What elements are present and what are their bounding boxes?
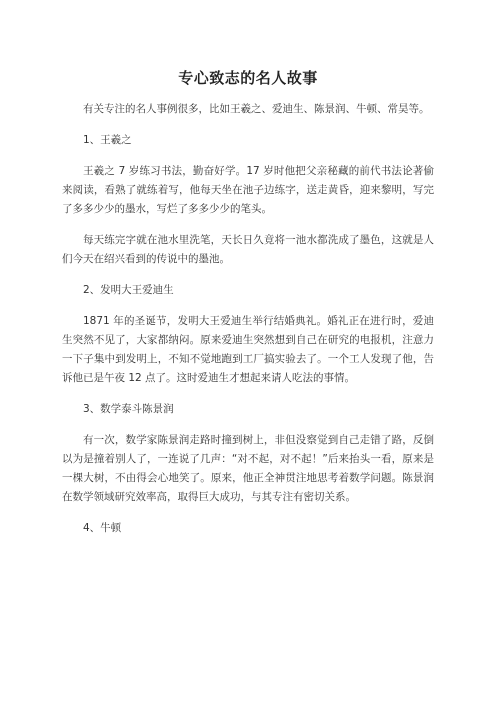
section-paragraph: 1871 年的圣诞节，发明大王爱迪生举行结婚典礼。婚礼正在进行时，爱迪生突然不见了，大家都纳闷。原来爱迪生突然想到自己在研究的电报机，注意力一下子集中到发明上，不知不觉地跑到工厂搞实验去了。一个工人发现了他，告诉他已是午夜 12 点了。这时爱迪生才想起来请人吃法的事情。 [62, 315, 434, 384]
section-heading: 4、牛顿 [83, 522, 122, 534]
section-heading: 3、数学泰斗陈景润 [83, 403, 174, 415]
section-heading: 2、发明大王爱迪生 [83, 284, 174, 296]
section-paragraph: 每天练完字就在池水里洗笔，天长日久竟将一池水都洗成了墨色，这就是人们今天在绍兴看到的传说中的墨池。 [62, 234, 434, 265]
section-paragraph: 王羲之 7 岁练习书法，勤奋好学。17 岁时他把父亲秘藏的前代书法论著偷来阅读，看熟了就练着写，他每天坐在池子边练字，送走黄昏，迎来黎明，写完了多多少少的墨水，写烂了多多少少的笔头。 [62, 165, 434, 215]
document-title: 专心致志的名人故事 [178, 69, 318, 87]
section-heading: 1、王羲之 [83, 134, 132, 146]
section-chenjingrun [62, 400, 434, 507]
section-paragraph: 有一次，数学家陈景润走路时撞到树上，非但没察觉到自己走错了路，反倒以为是撞着别人了，一连说了几声：“对不起，对不起！”后来抬头一看，原来是一棵大树，不由得会心地笑了。原来，他正全神贯注地思考着数学问题。陈景润在数学领域研究效率高，取得巨大成功，与其专注有密切关系。 [62, 434, 434, 503]
document-body [62, 100, 434, 550]
intro-paragraph: 有关专注的名人事例很多，比如王羲之、爱迪生、陈景润、牛顿、常昊等。 [83, 103, 430, 115]
section-newton [62, 519, 434, 538]
section-wangxizhi [62, 131, 434, 269]
section-edison [62, 281, 434, 388]
